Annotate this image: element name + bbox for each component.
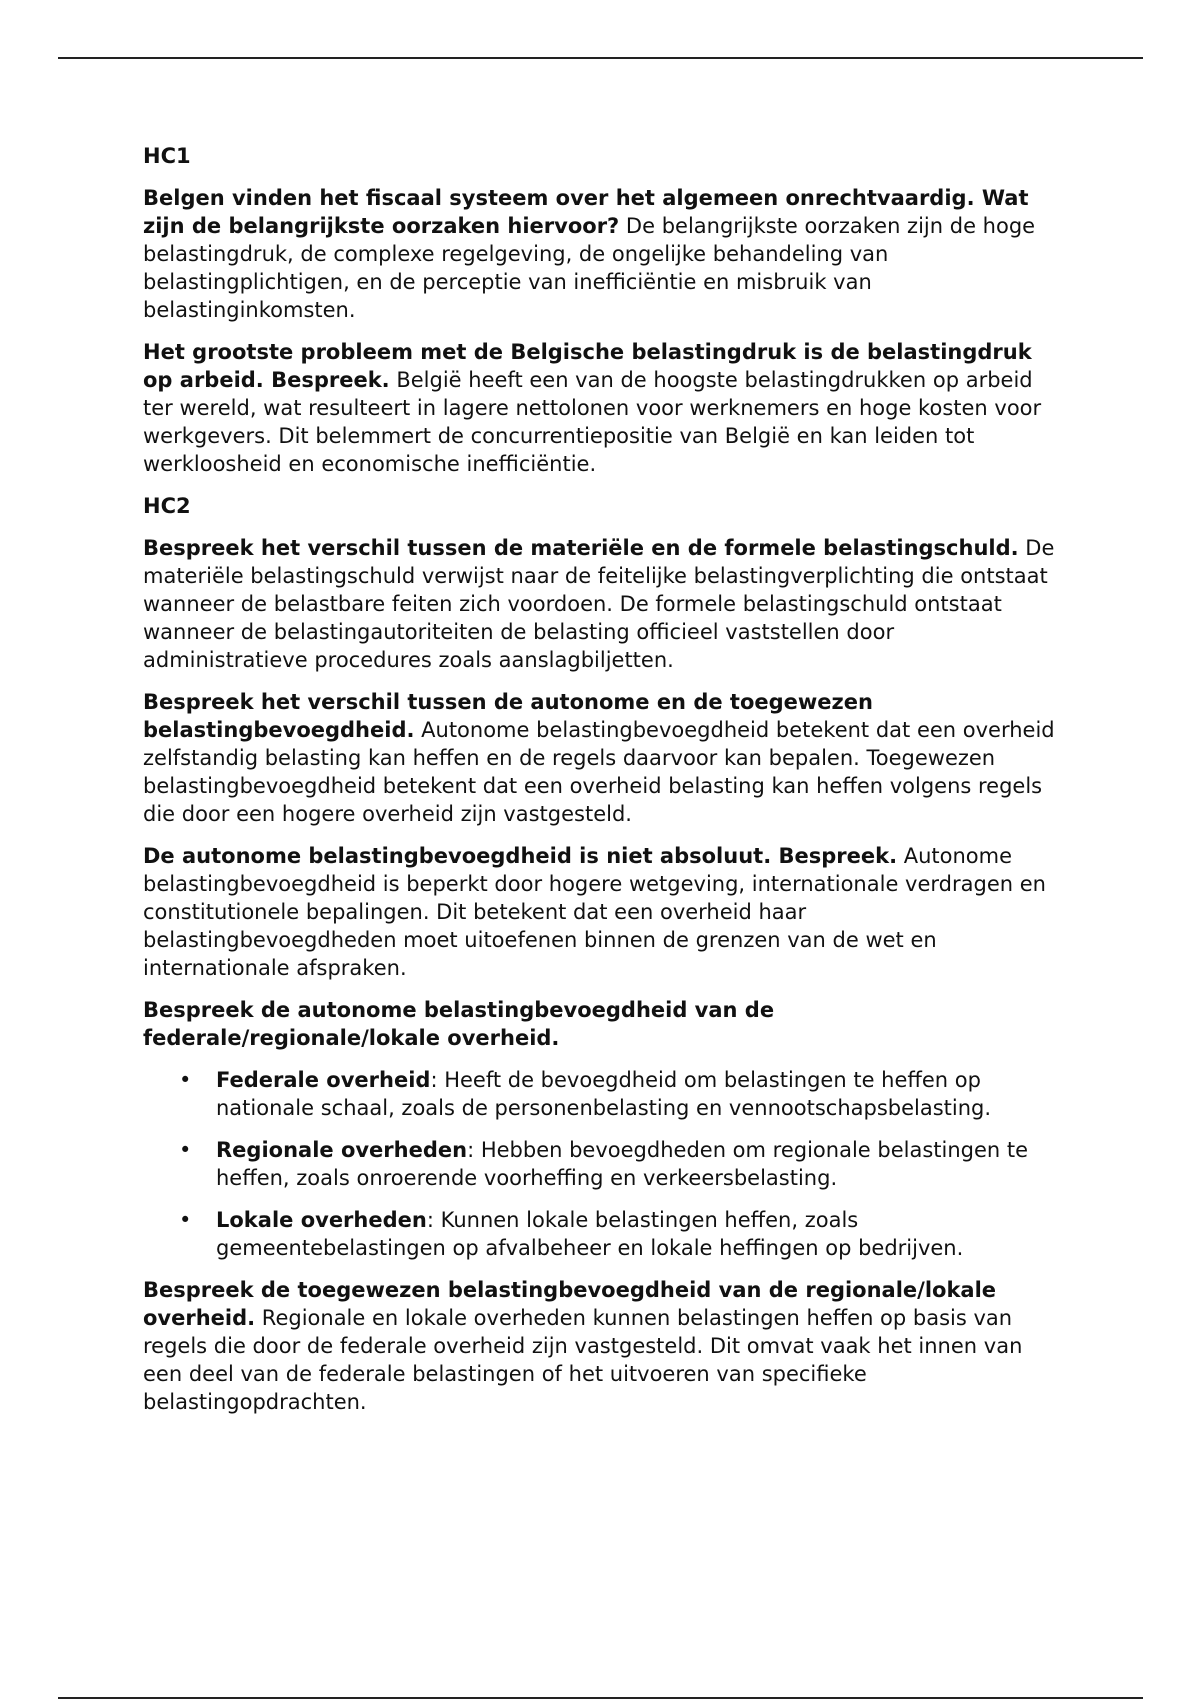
answer-text: De materiële belastingschuld verwijst naar de feitelijke belastingverplichting die ontstaat wanneer de belastbare feiten zich voordoen. De formele belastingschuld ontstaat wanneer de belastingautoriteiten de belasting officieel vaststellen door administratieve procedures zoals aanslagbiljetten. [143, 536, 1055, 672]
question-text: Bespreek de autonome belastingbevoegdheid van de federale/regionale/lokale overheid. [143, 998, 775, 1050]
qa-paragraph [143, 688, 1058, 828]
section-heading-hc1: HC1 [143, 144, 191, 168]
answer-text: Regionale en lokale overheden kunnen belastingen heffen op basis van regels die door de federale overheid zijn vastgesteld. Dit omvat vaak het innen van een deel van de federale belastingen of het uitvoeren van specifieke belastingopdrachten. [143, 1306, 1023, 1414]
section-heading-hc2: HC2 [143, 494, 191, 518]
bottom-rule [58, 1697, 1143, 1699]
document-body [143, 142, 1058, 1430]
qa-paragraph [143, 338, 1058, 478]
list-item [143, 1206, 1058, 1262]
answer-text: Autonome belastingbevoegdheid is beperkt door hogere wetgeving, internationale verdragen en constitutionele bepalingen. Dit betekent dat een overheid haar belastingbevoegdheden moet uitoefenen binnen de grenzen van de wet en internationale afspraken. [143, 844, 1046, 980]
question-text: Het grootste probleem met de Belgische belastingdruk is de belastingdruk op arbeid. Bespreek. [143, 340, 1032, 392]
list-item-term: Lokale overheden [216, 1208, 427, 1232]
answer-text: Autonome belastingbevoegdheid betekent dat een overheid zelfstandig belasting kan heffen en de regels daarvoor kan bepalen. Toegewezen belastingbevoegdheid betekent dat een overheid belasting kan heffen volgens regels die door een hogere overheid zijn vastgesteld. [143, 718, 1055, 826]
top-rule [58, 57, 1143, 59]
qa-paragraph [143, 996, 1058, 1052]
question-text: De autonome belastingbevoegdheid is niet absoluut. Bespreek. [143, 844, 898, 868]
question-text: Bespreek de toegewezen belastingbevoegdheid van de regionale/lokale overheid. [143, 1278, 997, 1330]
list-item-term: Regionale overheden [216, 1138, 468, 1162]
list-item-term: Federale overheid [216, 1068, 431, 1092]
qa-paragraph [143, 184, 1058, 324]
list-item-text: : Hebben bevoegdheden om regionale belastingen te heffen, zoals onroerende voorheffing en verkeersbelasting. [216, 1138, 1029, 1190]
question-text: Bespreek het verschil tussen de materiële en de formele belastingschuld. [143, 536, 1019, 560]
qa-paragraph [143, 534, 1058, 674]
list-item [143, 1136, 1058, 1192]
list-item [143, 1066, 1058, 1122]
list-item-text: : Heeft de bevoegdheid om belastingen te heffen op nationale schaal, zoals de personenbelasting en vennootschapsbelasting. [216, 1068, 992, 1120]
government-levels-list [143, 1066, 1058, 1262]
answer-text: België heeft een van de hoogste belastingdrukken op arbeid ter wereld, wat resulteert in lagere nettolonen voor werknemers en hoge kosten voor werkgevers. Dit belemmert de concurrentiepositie van België en kan leiden tot werkloosheid en economische inefficiëntie. [143, 368, 1042, 476]
question-text: Belgen vinden het fiscaal systeem over het algemeen onrechtvaardig. Wat zijn de belangrijkste oorzaken hiervoor? [143, 186, 1029, 238]
qa-paragraph [143, 842, 1058, 982]
qa-paragraph [143, 1276, 1058, 1416]
question-text: Bespreek het verschil tussen de autonome en de toegewezen belastingbevoegdheid. [143, 690, 873, 742]
answer-text: De belangrijkste oorzaken zijn de hoge belastingdruk, de complexe regelgeving, de ongelijke behandeling van belastingplichtigen, en de perceptie van inefficiëntie en misbruik van belastinginkomsten. [143, 214, 1036, 322]
list-item-text: : Kunnen lokale belastingen heffen, zoals gemeentebelastingen op afvalbeheer en lokale heffingen op bedrijven. [216, 1208, 964, 1260]
